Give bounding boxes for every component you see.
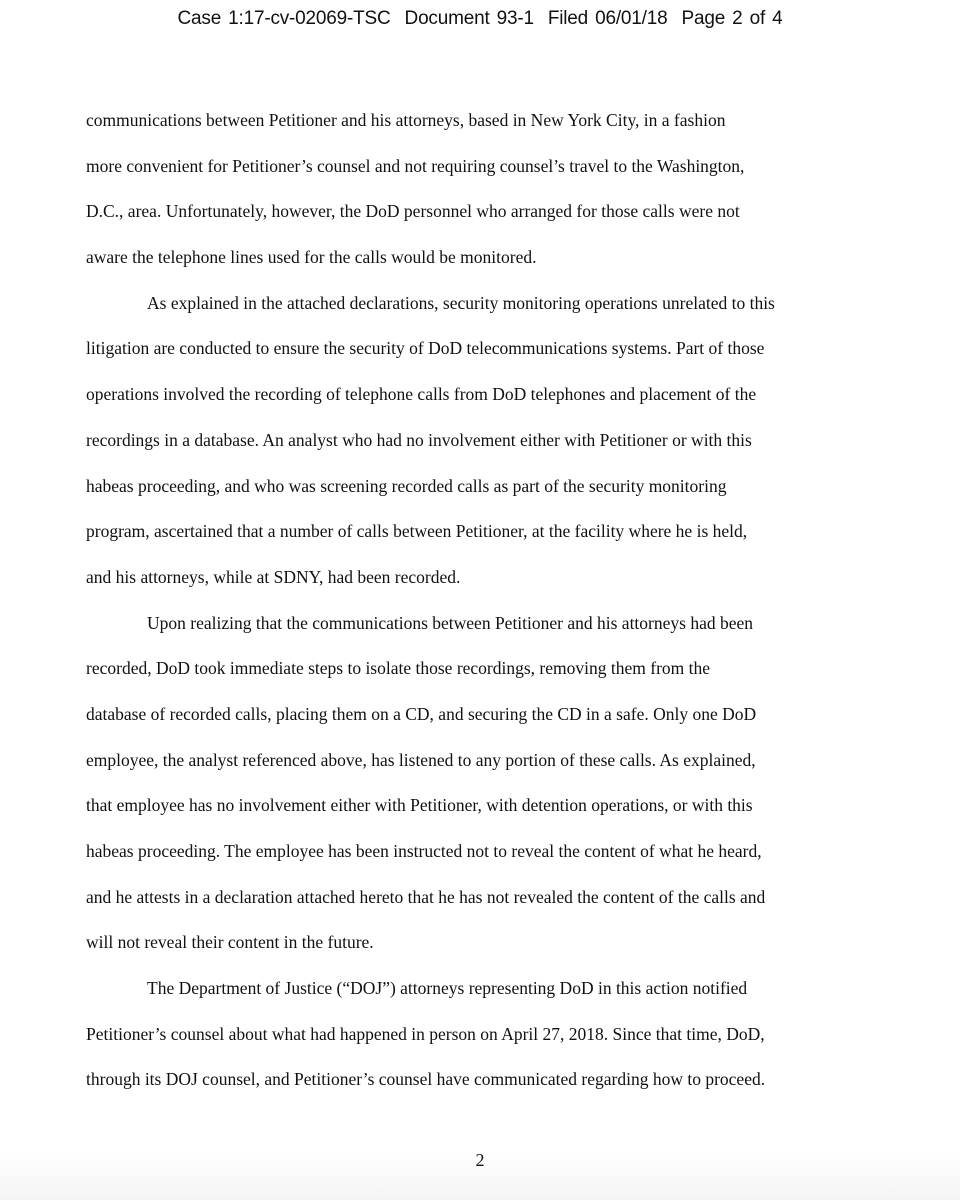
text-line: and his attorneys, while at SDNY, had been recorded. [86,566,461,587]
text-line: habeas proceeding, and who was screening recorded calls as part of the security monitoring [86,475,727,496]
document-body [86,105,886,1110]
text-line: habeas proceeding. The employee has been instructed not to reveal the content of what he heard, [86,841,762,861]
text-line: operations involved the recording of telephone calls from DoD telephones and placement of the [86,384,757,405]
text-line: recordings in a database. An analyst who had no involvement either with Petitioner or with this [86,429,752,450]
text-line: program, ascertained that a number of calls between Petitioner, at the facility where he is held, [86,521,748,542]
text-line: that employee has no involvement either with Petitioner, with detention operations, or with this [86,795,753,816]
document-number: Document 93-1 [404,8,534,29]
text-line: employee, the analyst referenced above, has listened to any portion of these calls. As explained, [86,749,756,770]
text-line: more convenient for Petitioner’s counsel and not requiring counsel’s travel to the Washington, [86,155,745,176]
case-number: Case 1:17-cv-02069-TSC [177,8,391,29]
filed-date: Filed 06/01/18 [547,8,668,29]
paragraph [86,105,886,288]
filing-header [0,8,960,30]
text-line: Petitioner’s counsel about what had happened in person on April 27, 2018. Since that time, DoD, [86,1023,765,1044]
paragraph [86,973,886,1110]
text-line: The Department of Justice (“DOJ”) attorneys representing DoD in this action notified [147,978,748,999]
page-number: 2 [475,1150,485,1170]
text-line: through its DOJ counsel, and Petitioner’s counsel have communicated regarding how to proceed. [86,1069,766,1090]
text-line: and he attests in a declaration attached hereto that he has not revealed the content of the calls and [86,886,766,907]
text-line: communications between Petitioner and his attorneys, based in New York City, in a fashion [86,110,726,130]
text-line: database of recorded calls, placing them on a CD, and securing the CD in a safe. Only one DoD [86,703,757,724]
paragraph [86,608,886,974]
text-line: litigation are conducted to ensure the security of DoD telecommunications systems. Part of those [86,338,765,359]
text-line: D.C., area. Unfortunately, however, the DoD personnel who arranged for those calls were not [86,201,740,222]
paragraph [86,288,886,608]
text-line: aware the telephone lines used for the calls would be monitored. [86,247,537,268]
text-line: will not reveal their content in the future. [86,932,374,953]
text-line: recorded, DoD took immediate steps to isolate those recordings, removing them from the [86,658,711,679]
text-line: As explained in the attached declarations, security monitoring operations unrelated to this [147,292,775,313]
text-line: Upon realizing that the communications between Petitioner and his attorneys had been [147,612,754,633]
page-count: Page 2 of 4 [681,8,783,29]
